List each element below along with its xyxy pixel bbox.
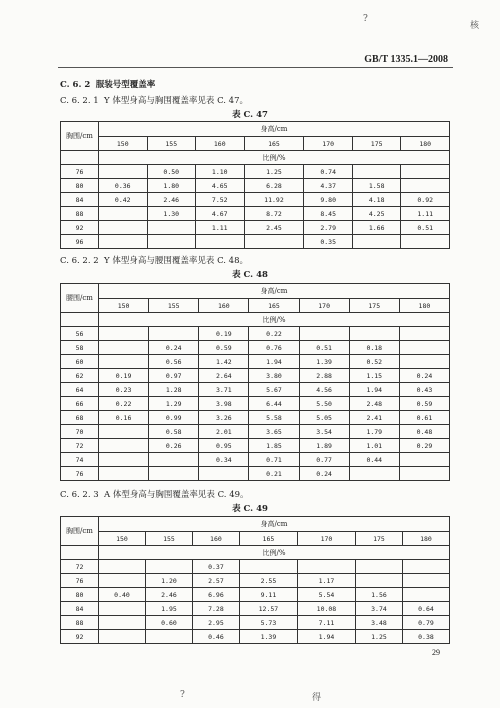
table-row — [61, 425, 450, 439]
table-cell — [355, 560, 402, 574]
table-row — [61, 574, 450, 588]
row-label: 84 — [61, 602, 99, 616]
table-cell: 2.01 — [199, 425, 249, 439]
table-cell: 0.99 — [149, 411, 199, 425]
corner-blank — [61, 151, 99, 165]
table-row — [61, 560, 450, 574]
table-cell: 4.25 — [352, 207, 401, 221]
table-caption-c47: 表 C. 47 — [232, 110, 268, 120]
table-cell: 1.89 — [299, 439, 349, 453]
table-cell — [99, 630, 146, 644]
table-cell: 1.28 — [149, 383, 199, 397]
table-cell: 3.54 — [299, 425, 349, 439]
table-cell — [399, 355, 449, 369]
table-cell — [402, 574, 449, 588]
table-cell: 2.95 — [192, 616, 239, 630]
table-cell — [399, 453, 449, 467]
table-row — [61, 467, 450, 481]
table-row — [61, 235, 450, 249]
table-cell — [399, 341, 449, 355]
table-cell — [99, 327, 149, 341]
column-header: 150 — [99, 137, 148, 151]
table-cell: 0.18 — [349, 341, 399, 355]
table-caption-c49: 表 C. 49 — [232, 504, 268, 514]
row-label: 62 — [61, 369, 99, 383]
table-cell: 1.79 — [349, 425, 399, 439]
table-cell: 1.15 — [349, 369, 399, 383]
row-label: 92 — [61, 630, 99, 644]
table-cell: 4.37 — [304, 179, 353, 193]
table-cell: 2.48 — [349, 397, 399, 411]
corner-blank — [61, 546, 99, 560]
standard-number: GB/T 1335.1—2008 — [364, 54, 448, 65]
table-c48 — [60, 283, 450, 481]
table-row — [61, 341, 450, 355]
column-header: 165 — [249, 299, 299, 313]
table-cell: 1.20 — [145, 574, 192, 588]
table-cell — [352, 235, 401, 249]
column-header: 155 — [149, 299, 199, 313]
table-cell: 5.73 — [239, 616, 297, 630]
row-label: 60 — [61, 355, 99, 369]
row-label: 88 — [61, 207, 99, 221]
footer-mark: ? — [180, 690, 185, 700]
table-cell: 1.11 — [196, 221, 245, 235]
table-cell: 0.46 — [192, 630, 239, 644]
table-cell — [239, 560, 297, 574]
page-number: 29 — [432, 648, 440, 657]
table-cell: 0.64 — [402, 602, 449, 616]
table-cell — [99, 574, 146, 588]
table-cell: 7.52 — [196, 193, 245, 207]
row-label: 96 — [61, 235, 99, 249]
table-cell: 0.40 — [99, 588, 146, 602]
column-header: 150 — [99, 299, 149, 313]
table-cell: 5.05 — [299, 411, 349, 425]
table-cell — [244, 235, 304, 249]
table-cell: 0.74 — [304, 165, 353, 179]
table-cell: 0.42 — [99, 193, 148, 207]
row-label: 74 — [61, 453, 99, 467]
table-cell: 1.95 — [145, 602, 192, 616]
table-cell: 1.17 — [297, 574, 355, 588]
table-cell: 11.92 — [244, 193, 304, 207]
table-cell: 0.61 — [399, 411, 449, 425]
table-cell — [99, 616, 146, 630]
column-header: 160 — [199, 299, 249, 313]
column-header: 175 — [352, 137, 401, 151]
table-row — [61, 207, 450, 221]
column-header: 165 — [239, 532, 297, 546]
table-cell: 1.39 — [299, 355, 349, 369]
corner-label: 胸围/cm — [61, 122, 99, 151]
table-cell — [402, 560, 449, 574]
table-cell — [355, 574, 402, 588]
table-cell: 8.45 — [304, 207, 353, 221]
column-header: 165 — [244, 137, 304, 151]
ratio-label: 比例/% — [99, 546, 450, 560]
column-header: 170 — [304, 137, 353, 151]
table-cell: 0.58 — [149, 425, 199, 439]
table-cell: 1.58 — [352, 179, 401, 193]
table-cell: 1.80 — [147, 179, 196, 193]
table-cell: 0.95 — [199, 439, 249, 453]
table-cell: 2.55 — [239, 574, 297, 588]
table-cell: 5.54 — [297, 588, 355, 602]
table-cell — [349, 467, 399, 481]
table-cell: 7.28 — [192, 602, 239, 616]
section-c-6-2-3: C. 6. 2. 3 A 体型身高与胸围覆盖率见表 C. 49。 — [60, 490, 249, 500]
table-cell: 4.65 — [196, 179, 245, 193]
table-cell — [199, 467, 249, 481]
header-rule — [58, 67, 453, 68]
table-cell: 3.65 — [249, 425, 299, 439]
row-label: 70 — [61, 425, 99, 439]
table-cell — [145, 560, 192, 574]
table-cell: 0.51 — [401, 221, 450, 235]
ratio-label: 比例/% — [99, 313, 450, 327]
table-cell — [401, 165, 450, 179]
column-header: 170 — [299, 299, 349, 313]
table-cell: 0.77 — [299, 453, 349, 467]
table-cell — [99, 341, 149, 355]
row-label: 72 — [61, 560, 99, 574]
table-cell: 1.85 — [249, 439, 299, 453]
table-cell: 9.80 — [304, 193, 353, 207]
table-cell: 2.46 — [145, 588, 192, 602]
section-c-6-2-1: C. 6. 2. 1 Y 体型身高与胸围覆盖率见表 C. 47。 — [60, 96, 248, 106]
table-cell — [401, 179, 450, 193]
table-row — [61, 616, 450, 630]
table-cell: 1.29 — [149, 397, 199, 411]
table-cell: 2.88 — [299, 369, 349, 383]
table-cell: 0.56 — [149, 355, 199, 369]
table-cell: 2.41 — [349, 411, 399, 425]
table-row — [61, 165, 450, 179]
table-cell — [399, 327, 449, 341]
corner-label: 胸围/cm — [61, 517, 99, 546]
row-label: 76 — [61, 165, 99, 179]
section-c-6-2: C. 6. 2 服装号型覆盖率 — [60, 80, 156, 90]
table-cell: 1.11 — [401, 207, 450, 221]
table-row — [61, 588, 450, 602]
table-cell: 0.23 — [99, 383, 149, 397]
table-cell: 0.43 — [399, 383, 449, 397]
table-cell: 0.52 — [349, 355, 399, 369]
table-cell: 0.36 — [99, 179, 148, 193]
table-cell: 0.48 — [399, 425, 449, 439]
table-cell: 0.19 — [199, 327, 249, 341]
table-cell — [147, 235, 196, 249]
table-cell: 1.94 — [349, 383, 399, 397]
table-row — [61, 602, 450, 616]
table-cell: 3.26 — [199, 411, 249, 425]
table-cell: 0.22 — [99, 397, 149, 411]
table-cell: 3.80 — [249, 369, 299, 383]
table-cell: 0.22 — [249, 327, 299, 341]
table-cell: 10.08 — [297, 602, 355, 616]
footer-char: 得 — [312, 693, 322, 703]
row-label: 76 — [61, 574, 99, 588]
row-label: 72 — [61, 439, 99, 453]
table-cell: 0.59 — [199, 341, 249, 355]
table-cell: 3.48 — [355, 616, 402, 630]
row-label: 58 — [61, 341, 99, 355]
column-header: 175 — [349, 299, 399, 313]
column-header: 160 — [196, 137, 245, 151]
row-label: 92 — [61, 221, 99, 235]
table-row — [61, 453, 450, 467]
table-cell: 3.98 — [199, 397, 249, 411]
row-label: 68 — [61, 411, 99, 425]
column-header: 175 — [355, 532, 402, 546]
table-cell: 0.51 — [299, 341, 349, 355]
column-header: 180 — [401, 137, 450, 151]
table-cell: 1.94 — [249, 355, 299, 369]
table-cell — [297, 560, 355, 574]
table-body — [61, 165, 450, 249]
table-cell — [147, 221, 196, 235]
column-header: 150 — [99, 532, 146, 546]
table-caption-c48: 表 C. 48 — [232, 270, 268, 280]
table-cell — [99, 560, 146, 574]
column-header: 155 — [145, 532, 192, 546]
table-cell: 5.58 — [249, 411, 299, 425]
table-cell: 0.24 — [299, 467, 349, 481]
table-row — [61, 327, 450, 341]
table-cell: 1.30 — [147, 207, 196, 221]
row-label: 66 — [61, 397, 99, 411]
table-cell: 0.76 — [249, 341, 299, 355]
table-cell: 0.37 — [192, 560, 239, 574]
table-cell: 0.29 — [399, 439, 449, 453]
table-row — [61, 193, 450, 207]
table-cell: 6.28 — [244, 179, 304, 193]
row-label: 84 — [61, 193, 99, 207]
table-cell: 1.25 — [244, 165, 304, 179]
table-cell — [99, 207, 148, 221]
column-header: 155 — [147, 137, 196, 151]
table-row — [61, 355, 450, 369]
table-cell — [99, 602, 146, 616]
table-cell: 0.44 — [349, 453, 399, 467]
table-cell: 0.24 — [399, 369, 449, 383]
table-row — [61, 397, 450, 411]
table-cell — [352, 165, 401, 179]
table-cell: 2.79 — [304, 221, 353, 235]
table-cell: 0.79 — [402, 616, 449, 630]
table-cell — [99, 355, 149, 369]
table-cell: 5.50 — [299, 397, 349, 411]
table-cell — [99, 439, 149, 453]
corner-blank — [61, 313, 99, 327]
table-cell: 1.01 — [349, 439, 399, 453]
table-cell: 0.24 — [149, 341, 199, 355]
table-cell: 7.11 — [297, 616, 355, 630]
table-cell: 2.57 — [192, 574, 239, 588]
table-cell: 3.71 — [199, 383, 249, 397]
table-cell: 0.38 — [402, 630, 449, 644]
table-cell — [399, 467, 449, 481]
table-row — [61, 179, 450, 193]
table-row — [61, 383, 450, 397]
table-row — [61, 221, 450, 235]
table-cell — [145, 630, 192, 644]
span-header: 身高/cm — [99, 122, 450, 137]
table-cell: 0.21 — [249, 467, 299, 481]
table-cell: 2.64 — [199, 369, 249, 383]
table-cell: 1.94 — [297, 630, 355, 644]
corner-mark: ? — [363, 14, 368, 24]
span-header: 身高/cm — [99, 284, 450, 299]
table-cell: 1.66 — [352, 221, 401, 235]
table-cell — [349, 327, 399, 341]
column-header: 160 — [192, 532, 239, 546]
table-cell: 12.57 — [239, 602, 297, 616]
table-cell — [401, 235, 450, 249]
table-cell: 2.46 — [147, 193, 196, 207]
table-cell — [99, 425, 149, 439]
table-cell — [402, 588, 449, 602]
table-cell — [99, 221, 148, 235]
table-cell: 4.67 — [196, 207, 245, 221]
table-cell: 0.35 — [304, 235, 353, 249]
row-label: 80 — [61, 179, 99, 193]
table-body — [61, 327, 450, 481]
table-cell: 0.50 — [147, 165, 196, 179]
table-cell: 2.45 — [244, 221, 304, 235]
table-cell — [99, 165, 148, 179]
table-c47 — [60, 121, 450, 249]
corner-char: 核 — [470, 21, 480, 31]
table-cell: 1.25 — [355, 630, 402, 644]
table-cell — [99, 235, 148, 249]
table-cell: 6.44 — [249, 397, 299, 411]
table-cell — [149, 467, 199, 481]
table-cell: 0.26 — [149, 439, 199, 453]
table-cell — [149, 453, 199, 467]
table-row — [61, 439, 450, 453]
table-cell: 0.59 — [399, 397, 449, 411]
table-cell: 4.56 — [299, 383, 349, 397]
table-cell: 4.18 — [352, 193, 401, 207]
table-cell: 0.19 — [99, 369, 149, 383]
table-c49 — [60, 516, 450, 644]
column-header: 180 — [402, 532, 449, 546]
table-cell: 0.71 — [249, 453, 299, 467]
table-cell: 5.67 — [249, 383, 299, 397]
table-cell — [99, 453, 149, 467]
table-cell — [99, 467, 149, 481]
table-cell — [149, 327, 199, 341]
table-cell: 0.60 — [145, 616, 192, 630]
table-cell: 0.92 — [401, 193, 450, 207]
table-cell: 6.96 — [192, 588, 239, 602]
row-label: 76 — [61, 467, 99, 481]
table-cell: 1.10 — [196, 165, 245, 179]
corner-label: 腰围/cm — [61, 284, 99, 313]
row-label: 88 — [61, 616, 99, 630]
table-row — [61, 411, 450, 425]
table-cell: 1.39 — [239, 630, 297, 644]
row-label: 80 — [61, 588, 99, 602]
table-body — [61, 560, 450, 644]
table-row — [61, 630, 450, 644]
table-cell: 1.56 — [355, 588, 402, 602]
table-cell: 0.16 — [99, 411, 149, 425]
table-cell: 9.11 — [239, 588, 297, 602]
table-cell — [299, 327, 349, 341]
table-cell: 0.34 — [199, 453, 249, 467]
span-header: 身高/cm — [99, 517, 450, 532]
row-label: 56 — [61, 327, 99, 341]
table-cell: 1.42 — [199, 355, 249, 369]
ratio-label: 比例/% — [99, 151, 450, 165]
table-cell — [196, 235, 245, 249]
table-cell: 0.97 — [149, 369, 199, 383]
row-label: 64 — [61, 383, 99, 397]
table-cell: 8.72 — [244, 207, 304, 221]
table-row — [61, 369, 450, 383]
section-c-6-2-2: C. 6. 2. 2 Y 体型身高与腰围覆盖率见表 C. 48。 — [60, 256, 248, 266]
column-header: 180 — [399, 299, 449, 313]
column-header: 170 — [297, 532, 355, 546]
table-cell: 3.74 — [355, 602, 402, 616]
